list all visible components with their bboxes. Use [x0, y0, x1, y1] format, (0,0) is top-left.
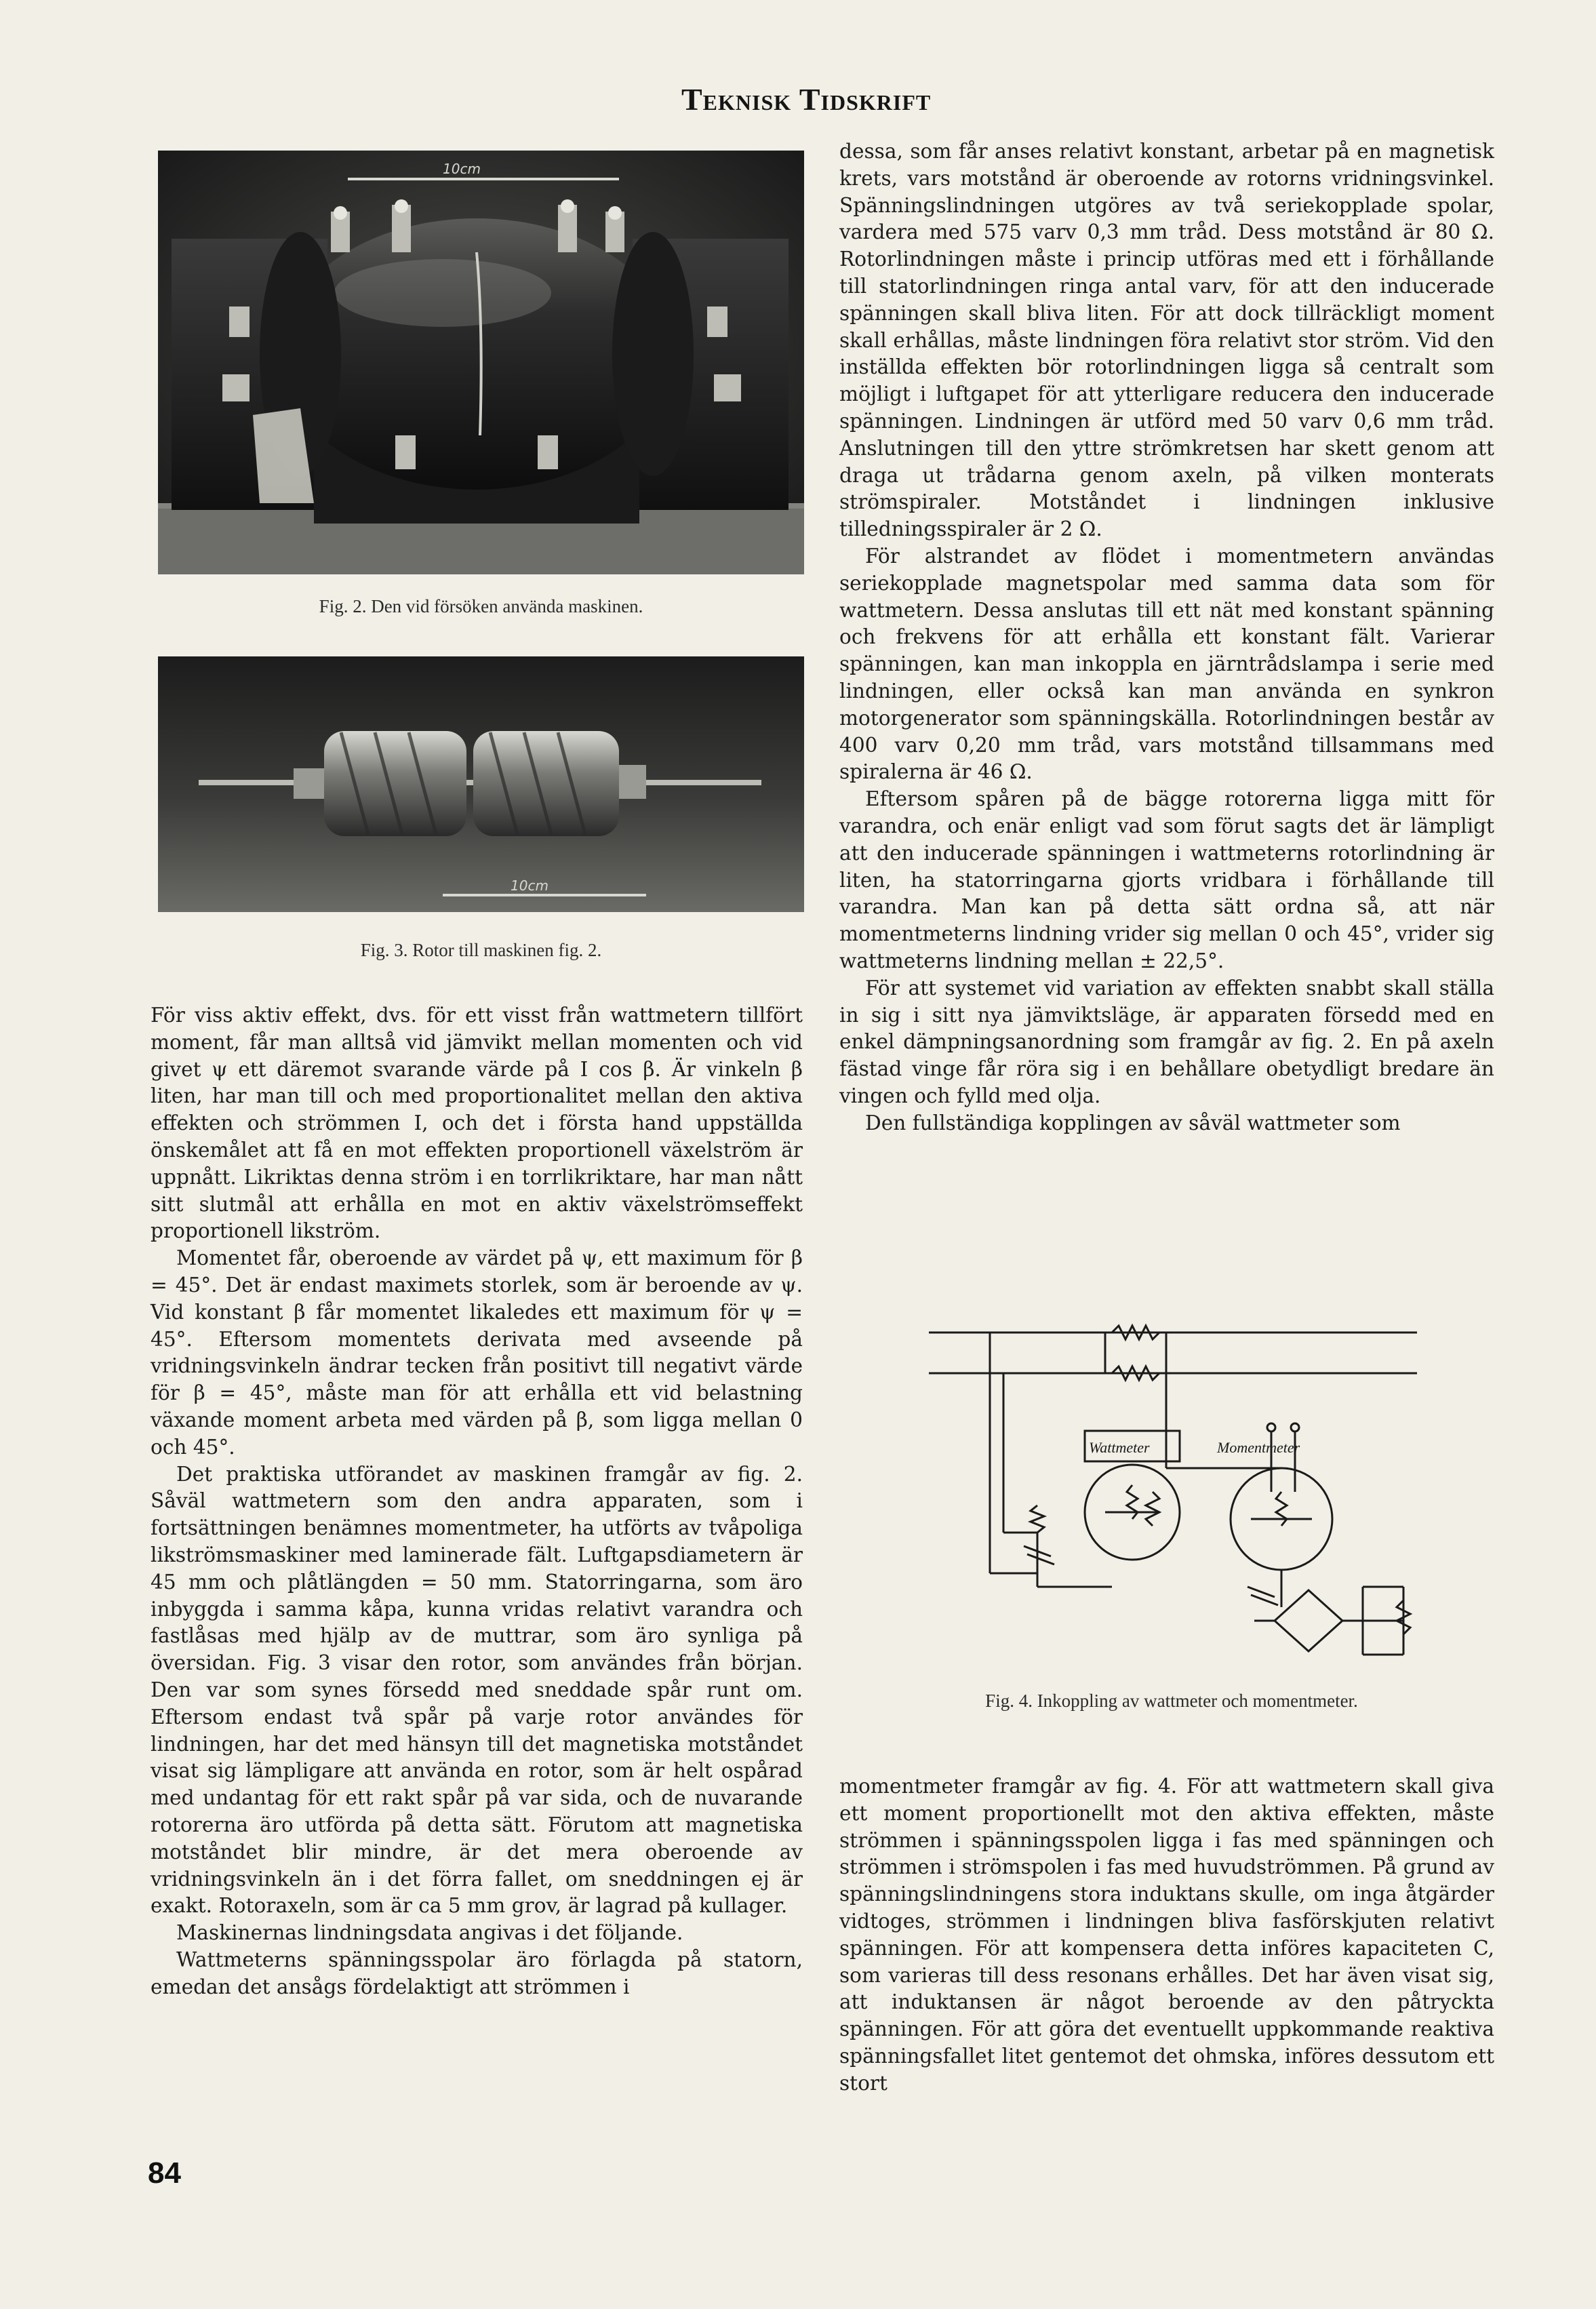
paragraph: Den fullständiga kopplingen av såväl wattmeter som: [865, 1111, 1401, 1134]
fig3-photo: [158, 656, 804, 912]
paragraph: Wattmeterns spänningsspolar äro förlagda på statorn, emedan det ansågs fördelaktigt att strömmen i: [151, 1948, 803, 1998]
fig4-label-momentmeter: Momentmeter: [1217, 1439, 1300, 1456]
fig2-photo: [158, 151, 804, 574]
paragraph: Eftersom spåren på de bägge rotorerna ligga mitt för varandra, och enär enligt vad som förut sagts det är lämpligt att den inducerade spänningen i wattmeterns rotorlindning är liten, ha statorringarna gjorts vridbara i förhållande till varandra. Man kan på detta sätt ordna så, att när momentmeterns lindning vrider sig mellan 0 och 45°, vrider sig wattmeterns lindning mellan ± 22,5°.: [839, 787, 1494, 972]
paragraph: momentmeter framgår av fig. 4. För att wattmetern skall giva ett moment proportionellt mot den aktiva effekten, måste strömmen i spänningsspolen ligga i fas med spänningen och strömmen i strömspolen i fas med huvudströmmen. På grund av spänningslindningens stora induktans skulle, om inga åtgärder vidtoges, strömmen i lindningen bliva fasförskjuten relativt spänningen. För att kompensera detta införes kapaciteten C, som varieras till dess resonans erhålles. Det har även visat sig, att induktansen är något beroende av den påtryckta spänningen. För att göra det eventuellt uppkommande reaktiva spänningsfallet litet gentemot det ohmska, införes dessutom ett stort: [839, 1775, 1494, 2095]
right-column-top: [839, 138, 1494, 1137]
paragraph: För viss aktiv effekt, dvs. för ett visst från wattmetern tillfört moment, får man alltså vid jämvikt mellan momenten och vid givet ψ ett däremot svarande värde på I cos β. Är vinkeln β liten, har man till och med proportionalitet mellan den aktiva effekten och strömmen I, och det i första hand uppställda önskemålet att få en mot effekten proportionell växelström är uppnått. Likriktas denna ström i en torrlikriktare, har man nått sitt slutmål att erhålla en mot en aktiv växelströmseffekt proportionell likström.: [151, 1004, 803, 1243]
journal-header: Teknisk Tidskrift: [681, 82, 932, 117]
right-column-bottom: [839, 1773, 1494, 2097]
fig2-scale-label: 10cm: [443, 161, 481, 177]
paragraph: För alstrandet av flödet i momentmetern användas seriekopplade magnetspolar med samma data som för wattmetern. Dessa anslutas till ett nät med konstant spänning och frekvens för att erhålla ett konstant fält. Varierar spänningen, kan man inkoppla en järntrådslampa i serie med lindningen, eller också kan man använda en synkron motorgenerator som spänningskälla. Rotorlindningen består av 400 varv 0,20 mm tråd, vars motstånd tillsammans med spiralerna är 46 Ω.: [839, 544, 1494, 784]
paragraph: dessa, som får anses relativt konstant, arbetar på en magnetisk krets, vars motstånd är oberoende av rotorns vridningsvinkel. Spänningslindningen utgöres av två seriekopplade spolar, vardera med 575 varv 0,3 mm tråd. Dess motstånd är 80 Ω. Rotorlindningen måste i princip utföras med ett i förhållande till statorlindningen ringa antal varv, för att den inducerade spänningen skall bliva liten. För att dock tillräckligt moment skall erhållas, måste lindningen föra relativt stor ström. Vid den inställda effekten bör rotorlindningen ligga så centralt som möjligt i luftgapet för att ytterligare reducera den inducerade spänningen. Lindningen är utförd med 50 varv 0,6 mm tråd. Anslutningen till den yttre strömkretsen har skett genom att draga ut trådarna genom axeln, på vilken monterats strömspiraler. Motståndet i lindningen inklusive tilledningsspiraler är 2 Ω.: [839, 140, 1494, 541]
paragraph: Det praktiska utförandet av maskinen framgår av fig. 2. Såväl wattmetern som den andra apparaten, som i fortsättningen benämnes momentmeter, ha utförts av tvåpoliga likströmsmaskiner med laminerade fält. Luftgapsdiametern är 45 mm och plåtlängden = 50 mm. Statorringarna, som äro inbyggda i samma kåpa, kunna vridas relativt varandra och fastlåsas med hjälp av de muttrar, som äro synliga på översidan. Fig. 3 visar den rotor, som användes från början. Den var som synes försedd med sneddade spår runt om. Eftersom endast två spår på varje rotor användes för lindningen, har det med hänsyn till det magnetiska motståndet visat sig lämpligare att använda en rotor, som är helt ospårad med undantag för ett rakt spår på var sida, och de nuvarande rotorerna äro utförda på detta sätt. Förutom att magnetiska motståndet blir mindre, är det mera oberoende av vridningsvinkeln än i det förra fallet, om sneddningen ej är exakt. Rotoraxeln, som är ca 5 mm grov, är lagrad på kullager.: [151, 1462, 803, 1918]
fig3-scale-label: 10cm: [511, 877, 548, 894]
fig2-caption: Fig. 2. Den vid försöken använda maskinen.: [319, 596, 643, 616]
left-column: [151, 1002, 803, 2000]
fig4-label-wattmeter: Wattmeter: [1089, 1439, 1150, 1456]
fig3-caption: Fig. 3. Rotor till maskinen fig. 2.: [360, 940, 602, 960]
paragraph: Momentet får, oberoende av värdet på ψ, ett maximum för β = 45°. Det är endast maximets storlek, som är beroende av ψ. Vid konstant β får momentet likaledes ett maximum för ψ = 45°. Eftersom momentets derivata med avseende på vridningsvinkeln ändrar tecken från positivt till negativt värde för β = 45°, måste man för att erhålla ett vid belastning växande moment arbeta med värden på β, som ligga mellan 0 och 45°.: [151, 1246, 803, 1459]
fig4-circuit-diagram: [929, 1288, 1417, 1682]
fig4-caption: Fig. 4. Inkoppling av wattmeter och momentmeter.: [985, 1691, 1358, 1711]
paragraph: Maskinernas lindningsdata angivas i det följande.: [176, 1921, 683, 1945]
paragraph: För att systemet vid variation av effekten snabbt skall ställa in sig i sitt nya jämviktsläge, är apparaten försedd med en enkel dämpningsanordning som framgår av fig. 2. En på axeln fästad vinge får röra sig i en behållare obetydligt bredare än vingen och fylld med olja.: [839, 976, 1494, 1107]
page-number: 84: [148, 2156, 181, 2190]
